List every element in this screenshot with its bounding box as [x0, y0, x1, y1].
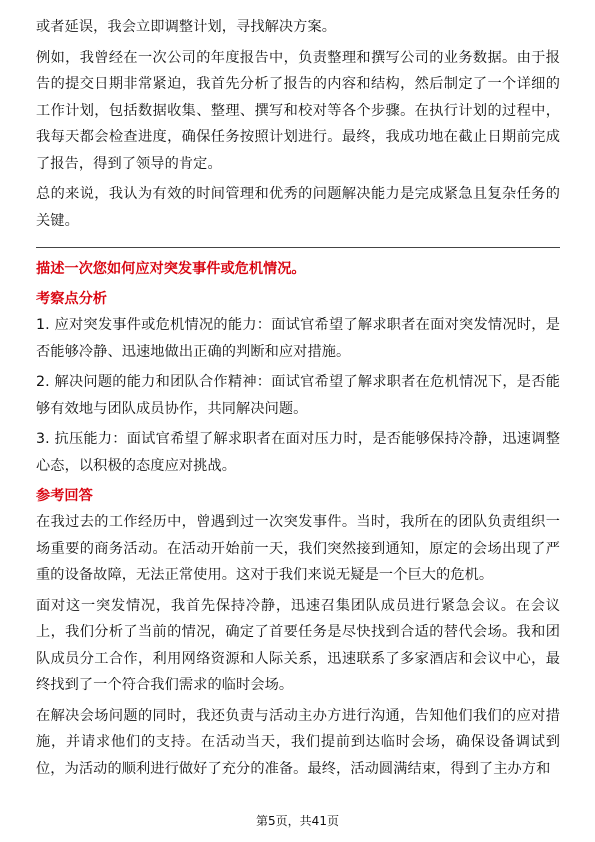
- section-divider: [36, 247, 560, 248]
- intro-paragraph: 例如，我曾经在一次公司的年度报告中，负责整理和撰写公司的业务数据。由于报告的提交日期非常紧迫，我首先分析了报告的内容和结构，然后制定了一个详细的工作计划，包括数据收集、整理、撰写和校对等各个步骤。在执行计划的过程中，我每天都会检查进度，确保任务按照计划进行。最终，我成功地在截止日期前完成了报告，得到了领导的肯定。: [36, 49, 560, 172]
- intro-paragraph: 或者延误，我会立即调整计划，寻找解决方案。: [36, 19, 337, 35]
- question-title: 描述一次您如何应对突发事件或危机情况。: [36, 261, 306, 277]
- intro-paragraph: 总的来说，我认为有效的时间管理和优秀的问题解决能力是完成紧急且复杂任务的关键。: [36, 186, 560, 229]
- answer-paragraph: 在我过去的工作经历中，曾遇到过一次突发事件。当时，我所在的团队负责组织一场重要的商务活动。在活动开始前一天，我们突然接到通知，原定的会场出现了严重的设备故障，无法正常使用。这对于我们来说无疑是一个巨大的危机。: [36, 514, 560, 583]
- analysis-item: 1. 应对突发事件或危机情况的能力：面试官希望了解求职者在面对突发情况时，是否能够冷静、迅速地做出正确的判断和应对措施。: [36, 317, 560, 360]
- analysis-item: 2. 解决问题的能力和团队合作精神：面试官希望了解求职者在危机情况下，是否能够有效地与团队成员协作，共同解决问题。: [36, 374, 560, 417]
- analysis-item: 3. 抗压能力：面试官希望了解求职者在面对压力时，是否能够保持冷静，迅速调整心态，以积极的态度应对挑战。: [36, 431, 560, 474]
- answer-paragraph: 面对这一突发情况，我首先保持冷静，迅速召集团队成员进行紧急会议。在会议上，我们分析了当前的情况，确定了首要任务是尽快找到合适的替代会场。我和团队成员分工合作，利用网络资源和人际关系，迅速联系了多家酒店和会议中心，最终找到了一个符合我们需求的临时会场。: [36, 597, 560, 693]
- page-number: 第5页，共41页: [256, 814, 339, 828]
- answer-paragraph: 在解决会场问题的同时，我还负责与活动主办方进行沟通，告知他们我们的应对措施，并请求他们的支持。在活动当天，我们提前到达临时会场，确保设备调试到位，为活动的顺利进行做好了充分的准备。最终，活动圆满结束，得到了主办方和: [36, 707, 560, 777]
- document-page: [36, 14, 560, 786]
- analysis-heading: 考察点分析: [36, 291, 107, 307]
- answer-heading: 参考回答: [36, 488, 93, 504]
